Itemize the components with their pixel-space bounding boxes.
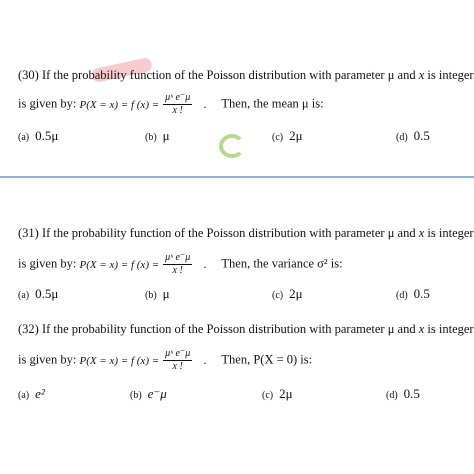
option-c[interactable]: (c) 2μ [272,286,303,301]
option-a[interactable]: (a) e² [18,386,45,401]
option-c[interactable]: (c) 2μ [272,128,303,143]
option-a[interactable]: (a) 0.5μ [18,286,59,301]
question-stem: (31) If the probability function of the Poisson distribution with parameter μ and x is integer [18,226,474,240]
option-b[interactable]: (b) e⁻μ [130,386,167,401]
option-d[interactable]: (d) 0.5 [386,386,420,401]
section-divider [0,176,474,178]
option-c[interactable]: (c) 2μ [262,386,293,401]
option-b[interactable]: (b) μ [145,128,170,143]
option-a[interactable]: (a) 0.5μ [18,128,59,143]
question-formula-line: is given by: P(X = x) = f (x) = $\frac{\text{μˣ e⁻μ}}{x !}$ . Then, the mean μ is: [18,92,324,116]
question-formula-line: is given by: P(X = x) = f (x) = $\frac{\text{μˣ e⁻μ}}{x !}$ . Then, P(X = 0) is: [18,348,313,372]
probability-formula: P(X = x) = f (x) = $\frac{\text{μˣ e⁻μ}}{x !}$ [79,92,191,116]
option-d[interactable]: (d) 0.5 [396,286,430,301]
question-stem: (32) If the probability function of the Poisson distribution with parameter μ and x is integer [18,322,474,336]
question-stem: (30) If the probability function of the Poisson distribution with parameter μ and x is integer [18,68,474,82]
question-formula-line: is given by: P(X = x) = f (x) = $\frac{\text{μˣ e⁻μ}}{x !}$ . Then, the variance σ² is: [18,252,343,276]
option-b[interactable]: (b) μ [145,286,170,301]
probability-formula: P(X = x) = f (x) = $\frac{\text{μˣ e⁻μ}}{x !}$ [79,348,191,372]
watermark-mark-green [219,134,245,158]
probability-formula: P(X = x) = f (x) = $\frac{\text{μˣ e⁻μ}}{x !}$ [79,252,191,276]
option-d[interactable]: (d) 0.5 [396,128,430,143]
